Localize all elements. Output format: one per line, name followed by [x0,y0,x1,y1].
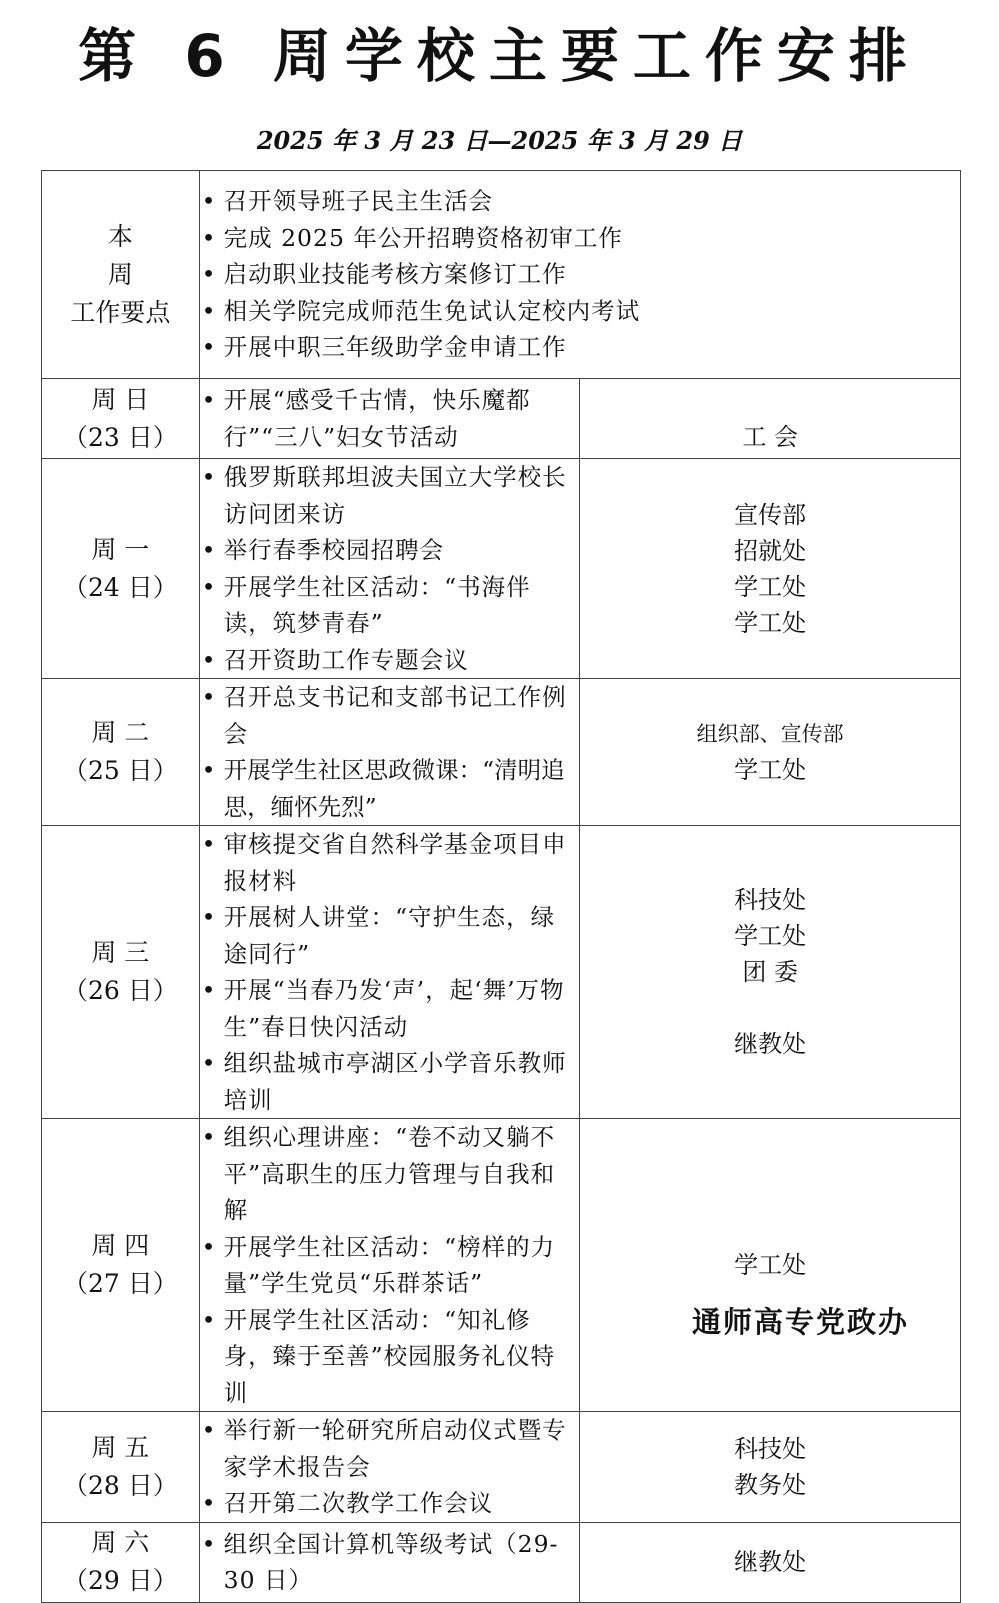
items-cell [199,1119,580,1412]
day-date: 工作要点 [70,297,171,327]
items-cell [199,679,580,826]
dept-cell [580,379,961,459]
day-cell [42,826,200,1119]
list-item: • 举行春季校园招聘会 [200,532,580,569]
dept-cell [580,1412,961,1523]
page-title: 第 6 周学校主要工作安排 [78,22,921,90]
list-item: • 审核提交省自然科学基金项目申报材料 [200,826,580,899]
day-label: 周 三 [91,938,150,967]
items-cell [199,826,580,1119]
day-date: （28 日） [62,1470,178,1500]
day-label: 周 五 [91,1432,150,1462]
day-cell [42,1412,200,1523]
list-item: • 开展中职三年级助学金申请工作 [200,329,960,366]
dept-cell [580,1119,961,1412]
items-cell [199,379,580,459]
day-date: （24 日） [62,572,178,602]
list-item: • 组织盐城市亭湖区小学音乐教师培训 [200,1045,580,1118]
list-item: • 俄罗斯联邦坦波夫国立大学校长访问团来访 [200,459,580,532]
day-label: 本 周 [107,221,177,289]
day-date: （29 日） [62,1566,178,1595]
day-cell [42,171,200,379]
list-item: • 开展“感受千古情，快乐魔都行”“三八”妇女节活动 [200,382,580,455]
dept-label: 学工处 [734,608,807,637]
issuer-signature: 通师高专党政办 [692,1305,910,1339]
day-date: （27 日） [62,1269,178,1298]
list-item: • 开展学生社区思政微课：“清明追思，缅怀先烈” [200,752,580,825]
date-range: 2025 年 3 月 23 日—2025 年 3 月 29 日 [256,126,743,155]
dept-label: 工 会 [742,422,798,451]
list-item: • 相关学院完成师范生免试认定校内考试 [200,293,960,330]
dept-label: 继教处 [734,1030,807,1058]
list-item: • 组织全国计算机等级考试（29-30 日） [200,1526,580,1599]
items-cell [199,171,960,379]
dept-label [580,990,960,1026]
list-item: • 开展树人讲堂：“守护生态，绿途同行” [200,899,580,972]
day-label: 周 二 [91,718,150,747]
list-item: • 召开总支书记和支部书记工作例会 [200,679,580,752]
dept-cell [580,1522,961,1602]
schedule-table [41,170,961,1603]
dept-label: 学工处 [734,572,807,601]
list-item: • 召开领导班子民主生活会 [200,183,960,220]
table-row [42,679,961,826]
day-cell [42,379,200,459]
dept-label: 科技处 [734,886,807,914]
day-date: （25 日） [62,756,178,785]
table-row [42,459,961,679]
table-row [42,379,961,459]
dept-cell [580,826,961,1119]
dept-label: 教务处 [734,1470,807,1499]
table-row [42,826,961,1119]
day-cell [42,1119,200,1412]
table-row [42,1412,961,1523]
list-item: • 启动职业技能考核方案修订工作 [200,256,960,293]
day-date: （23 日） [62,422,178,452]
dept-label: 团 委 [742,958,798,986]
day-cell [42,459,200,679]
items-cell [199,459,580,679]
day-label: 周 一 [91,534,150,564]
day-cell [42,1522,200,1602]
day-label: 周 日 [91,384,150,414]
dept-label: 科技处 [734,1434,807,1463]
list-item: • 完成 2025 年公开招聘资格初审工作 [200,220,960,257]
day-label: 周 六 [91,1528,150,1557]
dept-cell [580,679,961,826]
dept-label: 学工处 [734,1251,807,1279]
list-item: • 开展学生社区活动：“榜样的力量”学生党员“乐群茶话” [200,1229,580,1302]
list-item: • 组织心理讲座：“卷不动又躺不平”高职生的压力管理与自我和解 [200,1119,580,1229]
dept-label: 组织部、宣传部 [696,722,844,746]
day-date: （26 日） [62,976,178,1005]
items-cell [199,1412,580,1523]
dept-label: 继教处 [734,1548,807,1576]
dept-label: 学工处 [734,756,807,784]
day-label: 周 四 [91,1231,150,1260]
list-item: • 开展“当春乃发‘声’，起‘舞’万物生”春日快闪活动 [200,972,580,1045]
dept-label: 招就处 [734,536,807,565]
list-item: • 开展学生社区活动：“知礼修身，臻于至善”校园服务礼仪特训 [200,1302,580,1412]
table-row [42,1119,961,1412]
list-item: • 召开第二次教学工作会议 [200,1485,580,1522]
dept-label: 学工处 [734,922,807,950]
items-cell [199,1522,580,1602]
table-row [42,1522,961,1602]
list-item: • 召开资助工作专题会议 [200,642,580,679]
dept-cell [580,459,961,679]
table-row [42,171,961,379]
day-cell [42,679,200,826]
dept-label: 宣传部 [734,500,807,529]
list-item: • 举行新一轮研究所启动仪式暨专家学术报告会 [200,1412,580,1485]
dept-label [580,383,960,419]
list-item: • 开展学生社区活动：“书海伴读，筑梦青春” [200,569,580,642]
